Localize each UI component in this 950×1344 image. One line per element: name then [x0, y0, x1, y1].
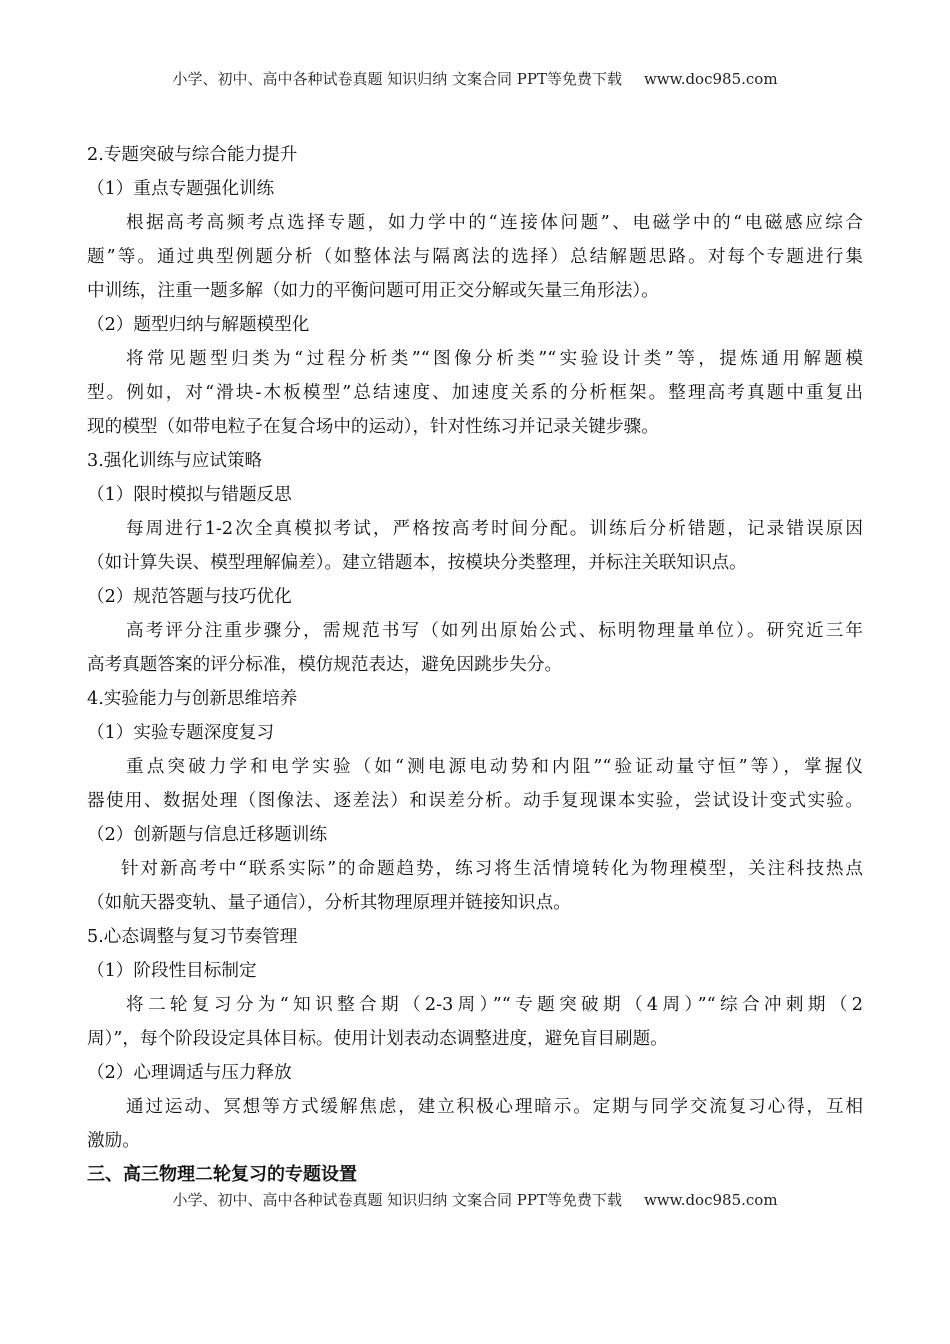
subsection-heading: （1）实验专题深度复习 — [87, 723, 275, 743]
section-heading: 3.强化训练与应试策略 — [87, 451, 263, 471]
paragraph-line: 周）”，每个阶段设定具体目标。使用计划表动态调整进度，避免盲目刷题。 — [87, 1029, 668, 1049]
paragraph-line: （如计算失误、模型理解偏差）。建立错题本，按模块分类整理，并标注关联知识点。 — [87, 553, 747, 573]
header-url: www.doc985.com — [643, 70, 778, 88]
paragraph-line: （如航天器变轨、量子通信），分析其物理原理并链接知识点。 — [87, 893, 571, 913]
subsection-heading: （2）创新题与信息迁移题训练 — [87, 825, 327, 845]
paragraph-line: 题”等。通过典型例题分析（如整体法与隔离法的选择）总结解题思路。对每个专题进行集 — [87, 247, 863, 267]
paragraph-line: 将二轮复习分为“知识整合期（2-3周）”“专题突破期（4周）”“综合冲刺期（2 — [126, 995, 863, 1015]
paragraph-line: 重点突破力学和电学实验（如“测电源电动势和内阻”“验证动量守恒”等），掌握仪 — [126, 757, 863, 777]
paragraph-line: 高考真题答案的评分标准，模仿规范表达，避免因跳步失分。 — [87, 655, 563, 675]
subsection-heading: （2）规范答题与技巧优化 — [87, 587, 292, 607]
footer-text: 小学、初中、高中各种试卷真题 知识归纳 文案合同 PPT等免费下载 — [172, 1191, 622, 1209]
subsection-heading: （2）题型归纳与解题模型化 — [87, 315, 310, 335]
paragraph-line: 高考评分注重步骤分，需规范书写（如列出原始公式、标明物理量单位）。研究近三年 — [126, 621, 863, 641]
page-header — [0, 69, 950, 89]
section-heading: 2.专题突破与综合能力提升 — [87, 145, 298, 165]
paragraph-line: 型。例如，对“滑块-木板模型”总结速度、加速度关系的分析框架。整理高考真题中重复出 — [87, 383, 863, 403]
paragraph-line: 将常见题型归类为“过程分析类”“图像分析类”“实验设计类”等，提炼通用解题模 — [126, 349, 863, 369]
chapter-heading: 三、高三物理二轮复习的专题设置 — [87, 1164, 357, 1185]
subsection-heading: （1）阶段性目标制定 — [87, 961, 257, 981]
paragraph-line: 中训练，注重一题多解（如力的平衡问题可用正交分解或矢量三角形法）。 — [87, 281, 659, 301]
paragraph-line: 每周进行1-2次全真模拟考试，严格按高考时间分配。训练后分析错题，记录错误原因 — [126, 519, 863, 539]
paragraph-line: 针对新高考中“联系实际”的命题趋势，练习将生活情境转化为物理模型，关注科技热点 — [121, 859, 863, 879]
paragraph-line: 器使用、数据处理（图像法、逐差法）和误差分析。动手复现课本实验，尝试设计变式实验。 — [87, 791, 863, 811]
subsection-heading: （1）限时模拟与错题反思 — [87, 485, 292, 505]
paragraph-line: 现的模型（如带电粒子在复合场中的运动），针对性练习并记录关键步骤。 — [87, 417, 659, 437]
subsection-heading: （2）心理调适与压力释放 — [87, 1063, 292, 1083]
page-footer — [0, 1190, 950, 1210]
header-text: 小学、初中、高中各种试卷真题 知识归纳 文案合同 PPT等免费下载 — [172, 70, 622, 88]
subsection-heading: （1）重点专题强化训练 — [87, 179, 275, 199]
document-body — [87, 138, 863, 1192]
section-heading: 5.心态调整与复习节奏管理 — [87, 927, 298, 947]
paragraph-line: 通过运动、冥想等方式缓解焦虑，建立积极心理暗示。定期与同学交流复习心得，互相 — [126, 1097, 863, 1117]
section-heading: 4.实验能力与创新思维培养 — [87, 689, 298, 709]
paragraph-line: 激励。 — [87, 1131, 140, 1151]
footer-url: www.doc985.com — [643, 1191, 778, 1209]
paragraph-line: 根据高考高频考点选择专题，如力学中的“连接体问题”、电磁学中的“电磁感应综合 — [126, 213, 863, 233]
